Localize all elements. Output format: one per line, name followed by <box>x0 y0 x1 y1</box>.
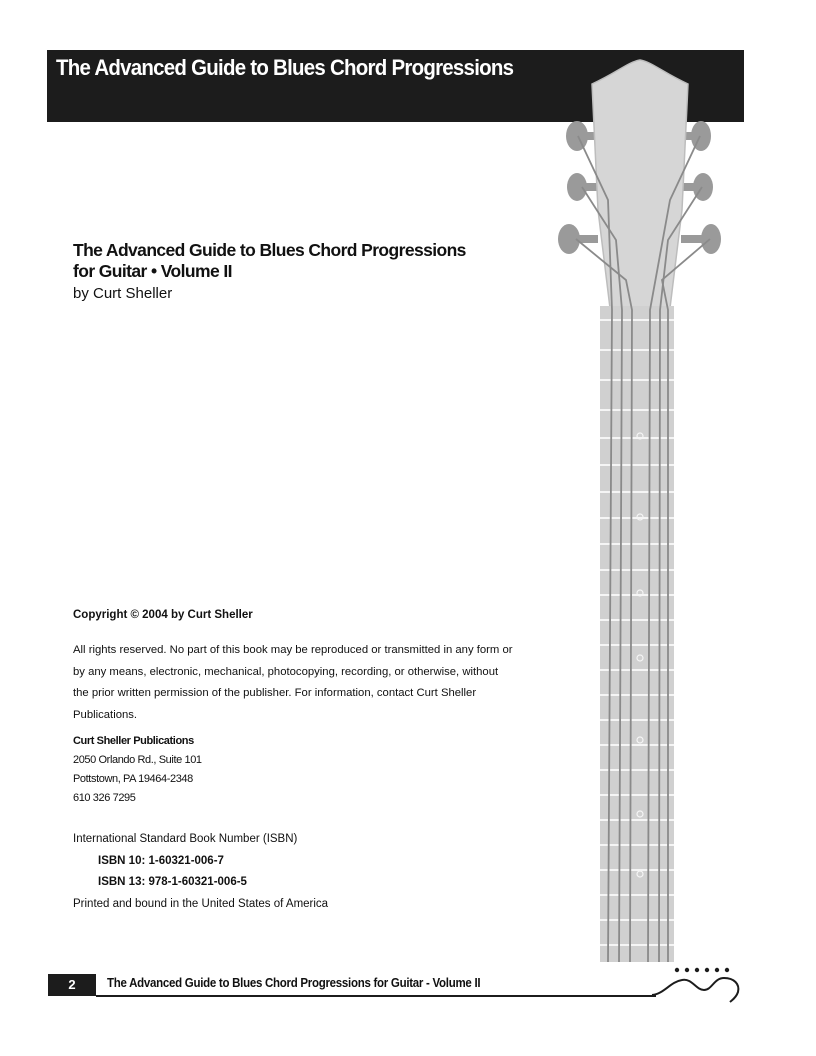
header-title: The Advanced Guide to Blues Chord Progressions <box>56 55 514 80</box>
guitar-neck-illustration <box>550 50 750 962</box>
publisher-address <box>73 732 202 808</box>
book-title <box>73 240 466 282</box>
book-title-line1: The Advanced Guide to Blues Chord Progressions <box>73 240 466 260</box>
footer-swirl-ornament <box>650 964 746 1006</box>
book-title-line2: for Guitar • Volume II <box>73 261 232 281</box>
footer-title: The Advanced Guide to Blues Chord Progressions for Guitar - Volume II <box>107 976 481 990</box>
publisher-address-line1: 2050 Orlando Rd., Suite 101 <box>73 754 202 766</box>
publisher-phone: 610 326 7295 <box>73 792 136 804</box>
isbn-10: ISBN 10: 1-60321-006-7 <box>98 854 224 867</box>
copyright-notice: Copyright © 2004 by Curt Sheller <box>73 609 253 621</box>
isbn-13: ISBN 13: 978-1-60321-006-5 <box>98 876 247 888</box>
footer-rule <box>96 995 656 997</box>
page-number: 2 <box>48 974 96 996</box>
isbn-block <box>73 829 328 915</box>
isbn-heading: International Standard Book Number (ISBN) <box>73 833 298 845</box>
rights-statement: All rights reserved. No part of this book may be reproduced or transmitted in any form or by any means, electronic, mechanical, photocopying, recording, or otherwise, without the prior written permission of the publisher. For information, contact Curt Sheller Publications. <box>73 644 513 721</box>
printed-notice: Printed and bound in the United States of America <box>73 897 329 910</box>
publisher-address-line2: Pottstown, PA 19464-2348 <box>73 773 193 785</box>
book-author: by Curt Sheller <box>73 285 173 302</box>
publisher-name: Curt Sheller Publications <box>73 735 194 747</box>
